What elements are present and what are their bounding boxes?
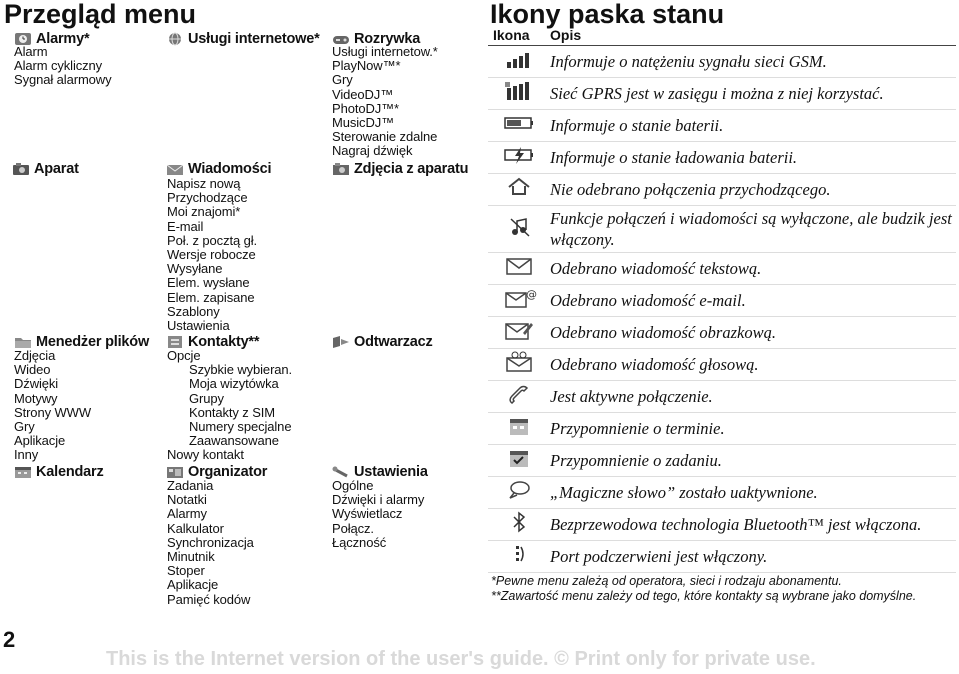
menu-items-ustawienia <box>332 479 424 550</box>
menu-item: Elem. zapisane <box>167 289 255 305</box>
menu-title: Alarmy* <box>36 31 90 47</box>
table-row <box>488 174 956 206</box>
table-row <box>488 509 956 541</box>
camera-icon <box>12 162 30 176</box>
folder-icon <box>14 335 32 349</box>
status-description: Informuje o stanie ładowania baterii. <box>545 142 956 174</box>
gprs-signal-icon <box>503 80 535 102</box>
menu-block-kalendarz <box>14 463 104 481</box>
menu-item: MusicDJ™ <box>332 115 395 131</box>
photo-album-icon <box>332 162 350 176</box>
status-description: Jest aktywne połączenie. <box>545 381 956 413</box>
footnote-contacts: **Zawartość menu zależy od tego, które kontakty są wybrane jako domyślne. <box>491 589 917 603</box>
media-player-icon <box>332 335 350 349</box>
picture-message-icon <box>503 319 535 341</box>
menu-item: Strony WWW <box>14 404 91 420</box>
menu-title: Kalendarz <box>36 464 104 480</box>
menu-title: Wiadomości <box>188 161 272 177</box>
menu-items-menedzer <box>14 349 91 463</box>
signal-strength-icon <box>503 48 535 70</box>
menu-title: Rozrywka <box>354 31 421 47</box>
table-row <box>488 253 956 285</box>
status-description: Przypomnienie o zadaniu. <box>545 445 956 477</box>
menu-block-aparat <box>12 160 79 178</box>
menu-item: Wyświetlacz <box>332 506 403 522</box>
menu-item: Nowy kontakt <box>167 447 244 463</box>
menu-item: Napisz nową <box>167 176 241 191</box>
menu-block-odtwarzacz <box>332 333 433 351</box>
calendar-icon <box>14 465 32 479</box>
battery-icon <box>503 112 535 134</box>
menu-item: Połącz. <box>332 520 374 536</box>
battery-charging-icon <box>503 144 535 166</box>
menu-title: Organizator <box>188 464 268 480</box>
menu-item: Szablony <box>167 303 220 319</box>
status-description: Odebrano wiadomość głosową. <box>545 349 956 381</box>
menu-item: Notatki <box>167 492 207 508</box>
menu-item: PlayNow™* <box>332 58 401 74</box>
page-title: Przegląd menu <box>4 0 197 29</box>
menu-item: Moi znajomi* <box>167 204 241 220</box>
status-description: Odebrano wiadomość obrazkową. <box>545 317 956 349</box>
table-row <box>488 445 956 477</box>
table-header-row <box>488 25 956 46</box>
email-message-icon <box>503 287 535 309</box>
menu-items-rozrywka <box>332 45 438 159</box>
menu-item: Usługi internetow.* <box>332 44 438 59</box>
menu-item: Elem. wysłane <box>167 275 250 291</box>
status-description: Przypomnienie o terminie. <box>545 413 956 445</box>
menu-subitem: Grupy <box>189 390 224 406</box>
table-row <box>488 285 956 317</box>
menu-item: Dźwięki i alarmy <box>332 492 425 508</box>
status-description: Bezprzewodowa technologia Bluetooth™ jest włączona. <box>545 509 956 541</box>
organizer-icon <box>166 465 184 479</box>
menu-item: Kalkulator <box>167 520 224 536</box>
wrench-icon <box>332 465 350 479</box>
status-description: Nie odebrano połączenia przychodzącego. <box>545 174 956 206</box>
table-row <box>488 317 956 349</box>
menu-item: Sygnał alarmowy <box>14 72 112 88</box>
phonebook-icon <box>166 335 184 349</box>
infrared-icon <box>503 543 535 565</box>
table-row <box>488 541 956 573</box>
menu-item: Minutnik <box>167 549 215 565</box>
table-row <box>488 206 956 253</box>
table-row <box>488 142 956 174</box>
status-description: Funkcje połączeń i wiadomości są wyłączone, ale budzik jest włączony. <box>545 206 956 253</box>
table-row <box>488 110 956 142</box>
status-description: Odebrano wiadomość e-mail. <box>545 285 956 317</box>
menu-item: Dźwięki <box>14 376 59 392</box>
menu-title: Odtwarzacz <box>354 334 433 350</box>
svg-text:@: @ <box>526 288 537 301</box>
status-description: Port podczerwieni jest włączony. <box>545 541 956 573</box>
status-icons-table <box>488 25 956 573</box>
menu-title: Ustawienia <box>354 464 428 480</box>
globe-icon <box>166 32 184 46</box>
menu-items-kontakty <box>167 349 292 463</box>
table-row <box>488 78 956 110</box>
menu-item: Alarm <box>14 44 48 59</box>
task-reminder-icon <box>503 447 535 469</box>
menu-title: Usługi internetowe* <box>188 31 320 47</box>
magic-word-icon <box>503 479 535 501</box>
menu-item: Pamięć kodów <box>167 591 251 607</box>
bluetooth-icon <box>503 511 535 533</box>
menu-title: Kontakty** <box>188 334 260 350</box>
menu-item: Alarmy <box>167 506 207 522</box>
menu-item: Gry <box>332 72 353 88</box>
menu-title: Aparat <box>34 161 79 177</box>
menu-item: Ustawienia <box>167 318 230 334</box>
menu-item: VideoDJ™ <box>332 86 394 102</box>
menu-item: PhotoDJ™* <box>332 100 400 116</box>
menu-item: Nagraj dźwięk <box>332 143 413 159</box>
menu-subitem: Kontakty z SIM <box>189 404 276 420</box>
calendar-reminder-icon <box>503 415 535 437</box>
menu-title: Menedżer plików <box>36 334 150 350</box>
menu-item: Motywy <box>14 390 58 406</box>
menu-subitem: Szybkie wybieran. <box>189 362 293 378</box>
menu-item: Sterowanie zdalne <box>332 129 438 145</box>
active-call-icon <box>503 383 535 405</box>
table-row <box>488 413 956 445</box>
status-description: „Magiczne słowo” zostało uaktywnione. <box>545 477 956 509</box>
table-row <box>488 381 956 413</box>
silent-alarm-icon <box>503 216 535 238</box>
menu-item: Łączność <box>332 534 387 550</box>
missed-call-icon <box>503 176 535 198</box>
menu-item: Zadania <box>167 478 214 493</box>
status-description: Informuje o stanie baterii. <box>545 110 956 142</box>
menu-item: Wersje robocze <box>167 247 256 263</box>
menu-item: Zdjęcia <box>14 348 56 363</box>
text-message-icon <box>503 255 535 277</box>
menu-items-wiadomosci <box>167 177 257 333</box>
status-description: Sieć GPRS jest w zasięgu i można z niej korzystać. <box>545 78 956 110</box>
menu-block-zdjecia <box>332 160 468 178</box>
table-row <box>488 477 956 509</box>
page-number: 2 <box>3 627 16 652</box>
menu-item: Ogólne <box>332 478 374 493</box>
status-description: Informuje o natężeniu sygnału sieci GSM. <box>545 46 956 78</box>
watermark-text: This is the Internet version of the user's guide. © Print only for private use. <box>106 648 816 670</box>
column-header-description: Opis <box>545 25 956 46</box>
voice-message-icon <box>503 351 535 373</box>
menu-item: E-mail <box>167 218 204 234</box>
menu-item: Poł. z pocztą gł. <box>167 232 258 248</box>
menu-subitem: Moja wizytówka <box>189 376 279 392</box>
menu-item: Przychodzące <box>167 190 248 206</box>
menu-item: Wideo <box>14 362 51 378</box>
menu-item: Inny <box>14 447 39 463</box>
menu-item: Synchronizacja <box>167 534 254 550</box>
menu-item: Wysyłane <box>167 261 223 277</box>
menu-item: Gry <box>14 419 35 435</box>
status-icons-title: Ikony paska stanu <box>490 0 725 29</box>
menu-item: Aplikacje <box>14 433 66 449</box>
column-header-icon: Ikona <box>488 25 545 46</box>
menu-item: Aplikacje <box>167 577 219 593</box>
table-row <box>488 349 956 381</box>
menu-title: Zdjęcia z aparatu <box>354 161 469 177</box>
table-row <box>488 46 956 78</box>
menu-subitem: Zaawansowane <box>189 433 279 449</box>
menu-item: Opcje <box>167 348 201 363</box>
menu-item: Stoper <box>167 563 205 579</box>
menu-subitem: Numery specjalne <box>189 419 292 435</box>
status-description: Odebrano wiadomość tekstową. <box>545 253 956 285</box>
menu-items-organizator <box>167 479 254 607</box>
envelope-icon <box>166 162 184 176</box>
menu-block-uslugi <box>166 30 320 48</box>
footnote-operator: *Pewne menu zależą od operatora, sieci i rodzaju abonamentu. <box>491 574 842 588</box>
menu-items-alarmy <box>14 45 112 88</box>
menu-item: Alarm cykliczny <box>14 58 103 74</box>
